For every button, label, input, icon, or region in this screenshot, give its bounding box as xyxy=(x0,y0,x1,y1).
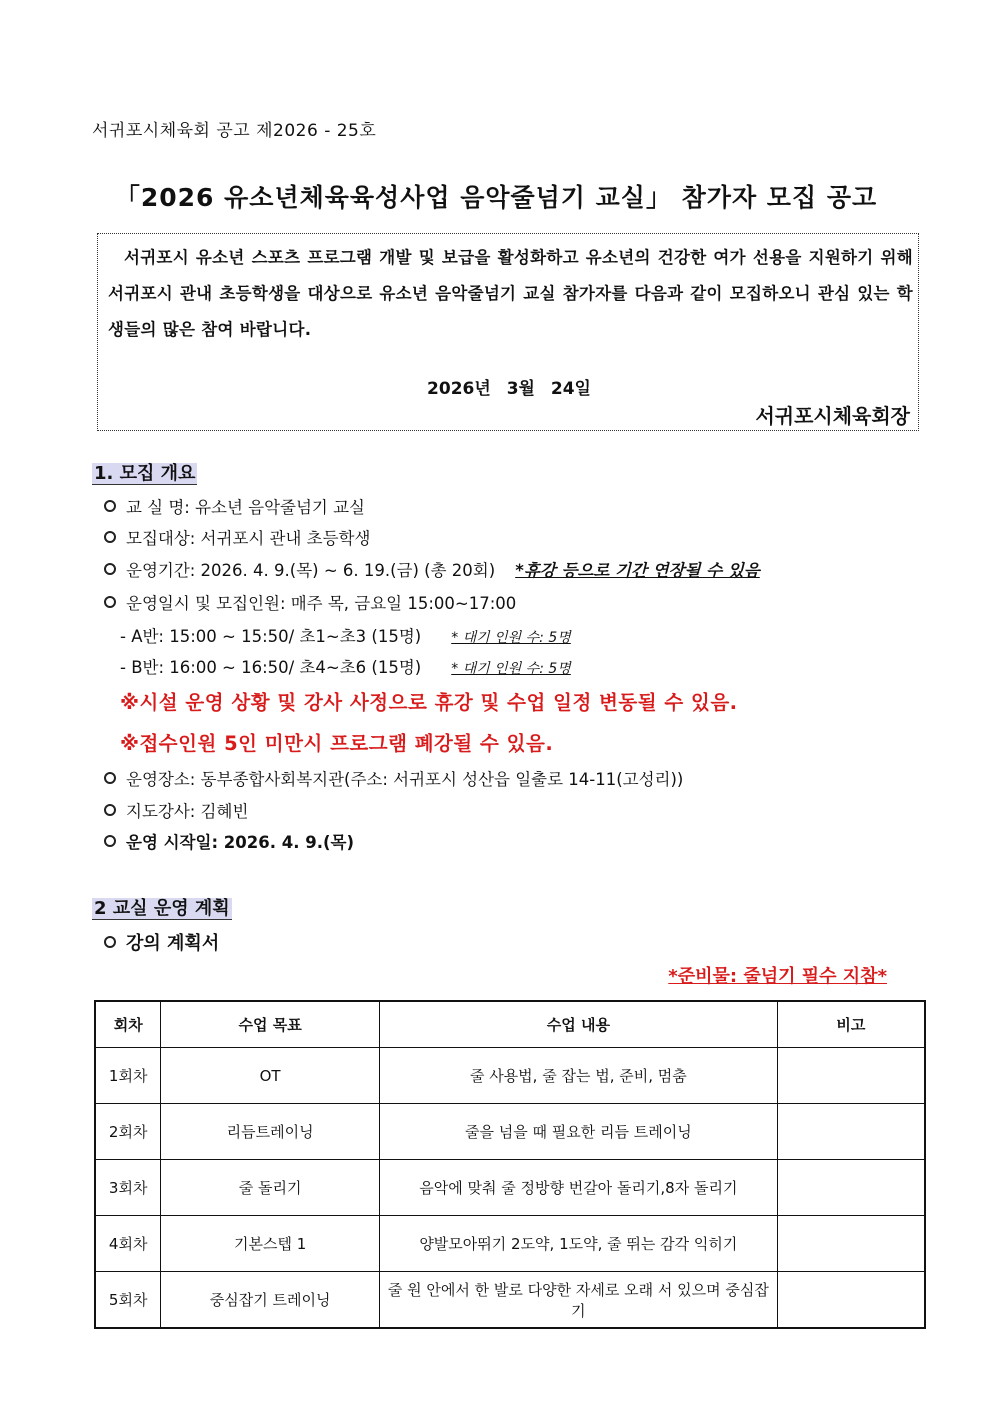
list-item-instructor xyxy=(104,798,248,822)
list-item-plan xyxy=(104,929,219,955)
notice-number: 서귀포시체육회 공고 제2026 - 25호 xyxy=(92,121,377,141)
cell-content: 양발모아뛰기 2도약, 1도약, 줄 뛰는 감각 익히기 xyxy=(379,1216,777,1272)
warning-cancel: ※접수인원 5인 미만시 프로그램 폐강될 수 있음. xyxy=(120,732,554,755)
cell-goal: 리듬트레이닝 xyxy=(161,1104,379,1160)
list-item-start-date xyxy=(104,829,354,853)
cell-session: 3회차 xyxy=(95,1160,161,1216)
class-b-text: - B반: 16:00 ~ 16:50/ 초4~초6 (15명) xyxy=(120,658,422,677)
class-b-line xyxy=(120,654,571,678)
class-a-line xyxy=(120,623,571,647)
class-name-text: 교 실 명: 유소년 음악줄넘기 교실 xyxy=(126,498,365,517)
table-header-row xyxy=(95,1001,925,1048)
warning-schedule-change: ※시설 운영 상황 및 강사 사정으로 휴강 및 수업 일정 변동될 수 있음. xyxy=(120,691,738,714)
cell-session: 4회차 xyxy=(95,1216,161,1272)
list-item-venue xyxy=(104,766,683,790)
table-row xyxy=(95,1104,925,1160)
cell-session: 5회차 xyxy=(95,1272,161,1329)
circle-bullet-icon xyxy=(104,936,116,948)
header-goal: 수업 목표 xyxy=(161,1001,379,1048)
intro-box xyxy=(97,233,919,431)
plan-subheading: 강의 계획서 xyxy=(126,933,220,954)
class-a-text: - A반: 15:00 ~ 15:50/ 초1~초3 (15명) xyxy=(120,627,422,646)
list-item-target xyxy=(104,525,370,549)
section2-heading-wrap xyxy=(92,894,232,920)
circle-bullet-icon xyxy=(104,563,116,575)
table-row xyxy=(95,1160,925,1216)
cell-note xyxy=(777,1272,925,1329)
cell-goal: 기본스텝 1 xyxy=(161,1216,379,1272)
header-note: 비고 xyxy=(777,1001,925,1048)
cell-note xyxy=(777,1104,925,1160)
header-content: 수업 내용 xyxy=(379,1001,777,1048)
circle-bullet-icon xyxy=(104,500,116,512)
circle-bullet-icon xyxy=(104,531,116,543)
instructor-text: 지도강사: 김혜빈 xyxy=(126,802,249,821)
cell-session: 2회차 xyxy=(95,1104,161,1160)
cell-note xyxy=(777,1048,925,1104)
cell-content: 줄 원 안에서 한 발로 다양한 자세로 오래 서 있으며 중심잡기 xyxy=(379,1272,777,1329)
table-row xyxy=(95,1272,925,1329)
circle-bullet-icon xyxy=(104,596,116,608)
cell-goal: OT xyxy=(161,1048,379,1104)
class-b-wait: * 대기 인원 수: 5명 xyxy=(451,661,571,677)
intro-text: 서귀포시 유소년 스포츠 프로그램 개발 및 보급을 활성화하고 유소년의 건강한 여가 선용을 지원하기 위해 서귀포시 관내 초등학생을 대상으로 유소년 음악줄넘기 교실 참가자를 다음과 같이 모집하오니 관심 있는 학생들의 많은 참여 바랍니다. xyxy=(108,248,913,339)
class-a-wait: * 대기 인원 수: 5명 xyxy=(451,630,571,646)
circle-bullet-icon xyxy=(104,835,116,847)
table-row xyxy=(95,1216,925,1272)
period-text: 운영기간: 2026. 4. 9.(목) ~ 6. 19.(금) (총 20회) xyxy=(126,561,496,580)
announcement-date: 2026년 3월 24일 xyxy=(427,379,591,399)
cell-session: 1회차 xyxy=(95,1048,161,1104)
list-item-schedule xyxy=(104,590,516,614)
prep-note: *준비물: 줄넘기 필수 지참* xyxy=(668,966,887,987)
cell-goal: 줄 돌리기 xyxy=(161,1160,379,1216)
cell-note xyxy=(777,1160,925,1216)
schedule-text: 운영일시 및 모집인원: 매주 목, 금요일 15:00~17:00 xyxy=(126,594,517,613)
cell-content: 음악에 맞춰 줄 정방향 번갈아 돌리기,8자 돌리기 xyxy=(379,1160,777,1216)
circle-bullet-icon xyxy=(104,804,116,816)
list-item-period xyxy=(104,557,760,581)
circle-bullet-icon xyxy=(104,772,116,784)
list-item-class-name xyxy=(104,494,365,518)
table-row xyxy=(95,1048,925,1104)
section1-heading: 1. 모집 개요 xyxy=(94,463,196,484)
header-session: 회차 xyxy=(95,1001,161,1048)
signer: 서귀포시체육회장 xyxy=(755,404,910,428)
venue-text: 운영장소: 동부종합사회복지관(주소: 서귀포시 성산읍 일출로 14-11(고성리)) xyxy=(126,770,684,789)
page-title: 「2026 유소년체육육성사업 음악줄넘기 교실」 참가자 모집 공고 xyxy=(114,183,878,212)
period-note: *휴강 등으로 기간 연장될 수 있음 xyxy=(515,561,760,580)
cell-content: 줄을 넘을 때 필요한 리듬 트레이닝 xyxy=(379,1104,777,1160)
section2-heading: 2 교실 운영 계획 xyxy=(94,898,230,919)
section1-heading-wrap xyxy=(92,459,197,485)
cell-content: 줄 사용법, 줄 잡는 법, 준비, 멈춤 xyxy=(379,1048,777,1104)
lesson-plan-table xyxy=(94,1000,926,1329)
cell-goal: 중심잡기 트레이닝 xyxy=(161,1272,379,1329)
cell-note xyxy=(777,1216,925,1272)
target-text: 모집대상: 서귀포시 관내 초등학생 xyxy=(126,529,371,548)
start-date-text: 운영 시작일: 2026. 4. 9.(목) xyxy=(126,833,354,852)
